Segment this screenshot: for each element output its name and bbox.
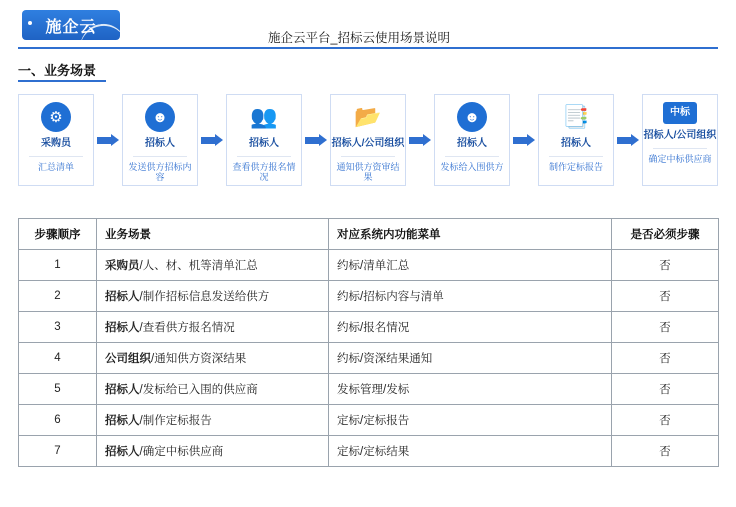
winner-badge-icon: 中标 — [663, 102, 697, 124]
cell-order: 1 — [19, 250, 97, 281]
flow-step-role: 招标人 — [561, 138, 591, 149]
flow-step-1 — [18, 94, 94, 186]
section-underline — [18, 80, 106, 82]
cell-order: 6 — [19, 405, 97, 436]
flow-arrow-1 — [94, 135, 122, 145]
bid-applicants-icon: 👥 — [249, 102, 279, 132]
business-flow-diagram — [18, 88, 718, 192]
flow-step-desc: 通知供方资审结果 — [336, 162, 400, 183]
cell-scene-text: /制作招标信息发送给供方 — [139, 291, 270, 303]
header-divider — [18, 47, 718, 49]
cell-required: 否 — [612, 312, 719, 343]
cell-scene — [97, 312, 329, 343]
table-row — [19, 374, 719, 405]
flow-step-3 — [226, 94, 302, 186]
table-header-order: 步骤顺序 — [19, 219, 97, 250]
flow-step-7 — [642, 94, 718, 186]
cell-required: 否 — [612, 281, 719, 312]
cell-required: 否 — [612, 343, 719, 374]
flow-step-divider — [133, 156, 187, 157]
cell-menu: 约标/清单汇总 — [329, 250, 612, 281]
flow-step-2 — [122, 94, 198, 186]
cell-scene — [97, 436, 329, 467]
cell-role: 招标人 — [105, 291, 140, 303]
document-header — [0, 0, 736, 48]
cell-scene — [97, 343, 329, 374]
flow-step-role: 招标人 — [457, 138, 487, 149]
flow-step-divider — [237, 156, 291, 157]
flow-step-role: 招标人/公司组织 — [331, 138, 405, 149]
flow-step-role: 采购员 — [41, 138, 71, 149]
cell-scene-text: /人、材、机等清单汇总 — [139, 260, 258, 272]
cell-role: 招标人 — [105, 322, 140, 334]
table-row — [19, 312, 719, 343]
flow-step-desc: 确定中标供应商 — [648, 154, 712, 164]
table-header-menu: 对应系统内功能菜单 — [329, 219, 612, 250]
cell-order: 7 — [19, 436, 97, 467]
cell-menu: 约标/招标内容与清单 — [329, 281, 612, 312]
flow-step-4 — [330, 94, 406, 186]
flow-arrow-6 — [614, 135, 642, 145]
flow-arrow-5 — [510, 135, 538, 145]
purchaser-badge-icon: ⚙ — [41, 102, 71, 132]
logo-text: 施企云 — [45, 18, 97, 36]
cell-role: 招标人 — [105, 384, 140, 396]
flow-step-role: 招标人 — [145, 138, 175, 149]
flow-arrow-4 — [406, 135, 434, 145]
cell-scene — [97, 374, 329, 405]
table-row — [19, 405, 719, 436]
flow-step-divider — [549, 156, 603, 157]
table-row — [19, 436, 719, 467]
cell-scene — [97, 405, 329, 436]
section-title: 一、业务场景 — [18, 63, 97, 78]
flow-step-role: 招标人 — [249, 138, 279, 149]
cell-required: 否 — [612, 405, 719, 436]
cell-role: 招标人 — [105, 446, 140, 458]
table-row — [19, 250, 719, 281]
flow-step-divider — [653, 148, 707, 149]
steps-table-wrapper — [18, 218, 718, 467]
flow-arrow-3 — [302, 135, 330, 145]
flow-step-6 — [538, 94, 614, 186]
send-bid-icon: ☻ — [457, 102, 487, 132]
flow-step-desc: 发送供方招标内容 — [128, 162, 192, 183]
page-title: 施企云平台_招标云使用场景说明 — [268, 31, 450, 45]
cell-scene — [97, 281, 329, 312]
cell-required: 否 — [612, 374, 719, 405]
table-header-scene: 业务场景 — [97, 219, 329, 250]
cell-order: 4 — [19, 343, 97, 374]
cell-menu: 发标管理/发标 — [329, 374, 612, 405]
flow-step-desc: 发标给入围供方 — [440, 162, 504, 172]
table-row — [19, 281, 719, 312]
cell-order: 3 — [19, 312, 97, 343]
table-row — [19, 343, 719, 374]
steps-table — [18, 218, 719, 467]
cell-menu: 约标/报名情况 — [329, 312, 612, 343]
flow-step-desc: 制作定标报告 — [548, 162, 603, 172]
flow-step-divider — [445, 156, 499, 157]
cell-role: 招标人 — [105, 415, 140, 427]
flow-step-role: 招标人/公司组织 — [643, 130, 717, 141]
cell-scene-text: /查看供方报名情况 — [139, 322, 235, 334]
flow-step-divider — [29, 156, 83, 157]
cell-role: 采购员 — [105, 260, 140, 272]
flow-step-desc: 查看供方报名情况 — [232, 162, 296, 183]
cell-scene — [97, 250, 329, 281]
cell-order: 5 — [19, 374, 97, 405]
flow-step-divider — [341, 156, 395, 157]
flow-step-desc: 汇总清单 — [37, 162, 74, 172]
table-header-row — [19, 219, 719, 250]
cell-scene-text: /确定中标供应商 — [139, 446, 224, 458]
flow-step-5 — [434, 94, 510, 186]
report-doc-icon: 📑 — [561, 102, 591, 132]
logo-dot-icon — [28, 21, 32, 25]
bidder-person-icon: ☻ — [145, 102, 175, 132]
flow-arrow-2 — [198, 135, 226, 145]
cell-required: 否 — [612, 436, 719, 467]
cell-role: 公司组织 — [105, 353, 151, 365]
cell-menu: 定标/定标结果 — [329, 436, 612, 467]
cell-scene-text: /制作定标报告 — [139, 415, 212, 427]
cell-order: 2 — [19, 281, 97, 312]
cell-menu: 约标/资深结果通知 — [329, 343, 612, 374]
review-folder-icon: 📂 — [353, 102, 383, 132]
table-header-required: 是否必须步骤 — [612, 219, 719, 250]
cell-scene-text: /通知供方资深结果 — [151, 353, 247, 365]
cell-scene-text: /发标给已入围的供应商 — [139, 384, 258, 396]
cell-required: 否 — [612, 250, 719, 281]
cell-menu: 定标/定标报告 — [329, 405, 612, 436]
